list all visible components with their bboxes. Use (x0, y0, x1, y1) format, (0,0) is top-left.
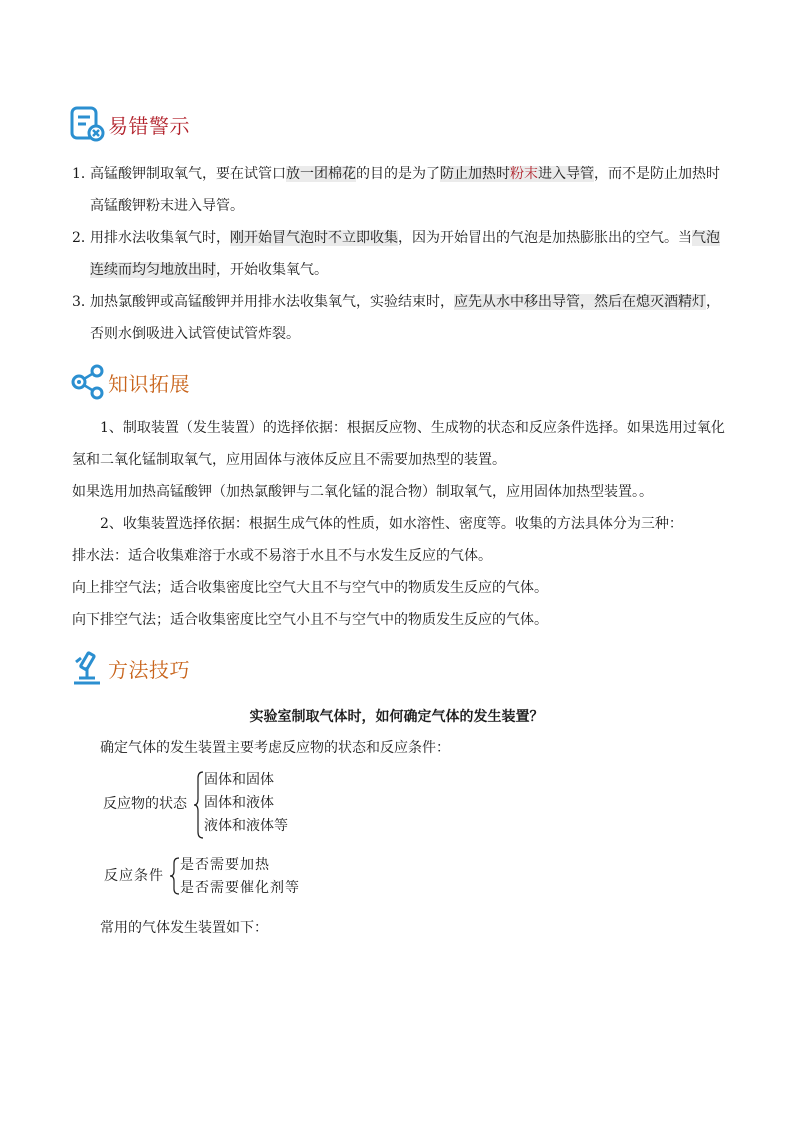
knowledge-para-5: 向下排空气法；适合收集密度比空气小且不与空气中的物质发生反应的气体。 (72, 612, 548, 628)
section-method-title: 方法技巧 (108, 657, 190, 682)
warning-item-3-line1: 3．加热氯酸钾或高锰酸钾并用排水法收集氧气，实验结束时，应先从水中移出导管，然后在熄灭酒精灯， (72, 294, 720, 310)
condition-brace (170, 856, 180, 896)
state-item-1: 固体和固体 (204, 772, 274, 788)
state-item-2: 固体和液体 (204, 795, 274, 811)
section-knowledge-header (70, 362, 190, 402)
warning-item-2-line1: 2．用排水法收集氧气时，刚开始冒气泡时不立即收集，因为开始冒出的气泡是加热膨胀出的空气。当气泡 (72, 230, 720, 246)
section-warning-title: 易错警示 (108, 113, 190, 138)
method-outro: 常用的气体发生装置如下： (100, 920, 268, 936)
state-brace (194, 770, 204, 840)
condition-item-2: 是否需要催化剂等 (180, 880, 300, 896)
state-label: 反应物的状态 (103, 796, 187, 812)
warning-item-1-line2: 高锰酸钾粉末进入导管。 (90, 198, 244, 214)
section-knowledge-title: 知识拓展 (108, 371, 190, 396)
document-error-icon (70, 106, 106, 142)
microscope-icon (70, 650, 106, 686)
knowledge-para-4: 向上排空气法；适合收集密度比空气大且不与空气中的物质发生反应的气体。 (72, 580, 548, 596)
knowledge-para-2: 2、收集装置选择依据：根据生成气体的性质，如水溶性、密度等。收集的方法具体分为三种： (100, 516, 683, 532)
knowledge-para-1-line2: 氢和二氧化锰制取氧气，应用固体与液体反应且不需要加热型的装置。 (72, 452, 506, 468)
section-warning-header (70, 104, 190, 144)
warning-item-1-line1: 1．高锰酸钾制取氧气，要在试管口放一团棉花的目的是为了防止加热时粉末进入导管，而不是防止加热时 (72, 166, 720, 182)
condition-item-1: 是否需要加热 (180, 857, 270, 873)
warning-item-2-line2: 连续而均匀地放出时，开始收集氧气。 (90, 262, 328, 278)
method-intro: 确定气体的发生装置主要考虑反应物的状态和反应条件： (100, 740, 450, 756)
knowledge-para-1-line3: 如果选用加热高锰酸钾（加热氯酸钾与二氧化锰的混合物）制取氧气，应用固体加热型装置。。 (72, 484, 653, 500)
method-heading: 实验室制取气体时，如何确定气体的发生装置？ (249, 709, 544, 725)
knowledge-para-1-line1: 1、制取装置（发生装置）的选择依据：根据反应物、生成物的状态和反应条件选择。如果选用过氧化 (100, 420, 725, 436)
state-item-3: 液体和液体等 (204, 818, 288, 834)
section-method-header (70, 648, 190, 688)
warning-item-3-line2: 否则水倒吸进入试管使试管炸裂。 (90, 326, 300, 342)
condition-label: 反应条件 (104, 868, 164, 884)
share-nodes-icon (70, 364, 106, 400)
knowledge-para-3: 排水法：适合收集难溶于水或不易溶于水且不与水发生反应的气体。 (72, 548, 492, 564)
